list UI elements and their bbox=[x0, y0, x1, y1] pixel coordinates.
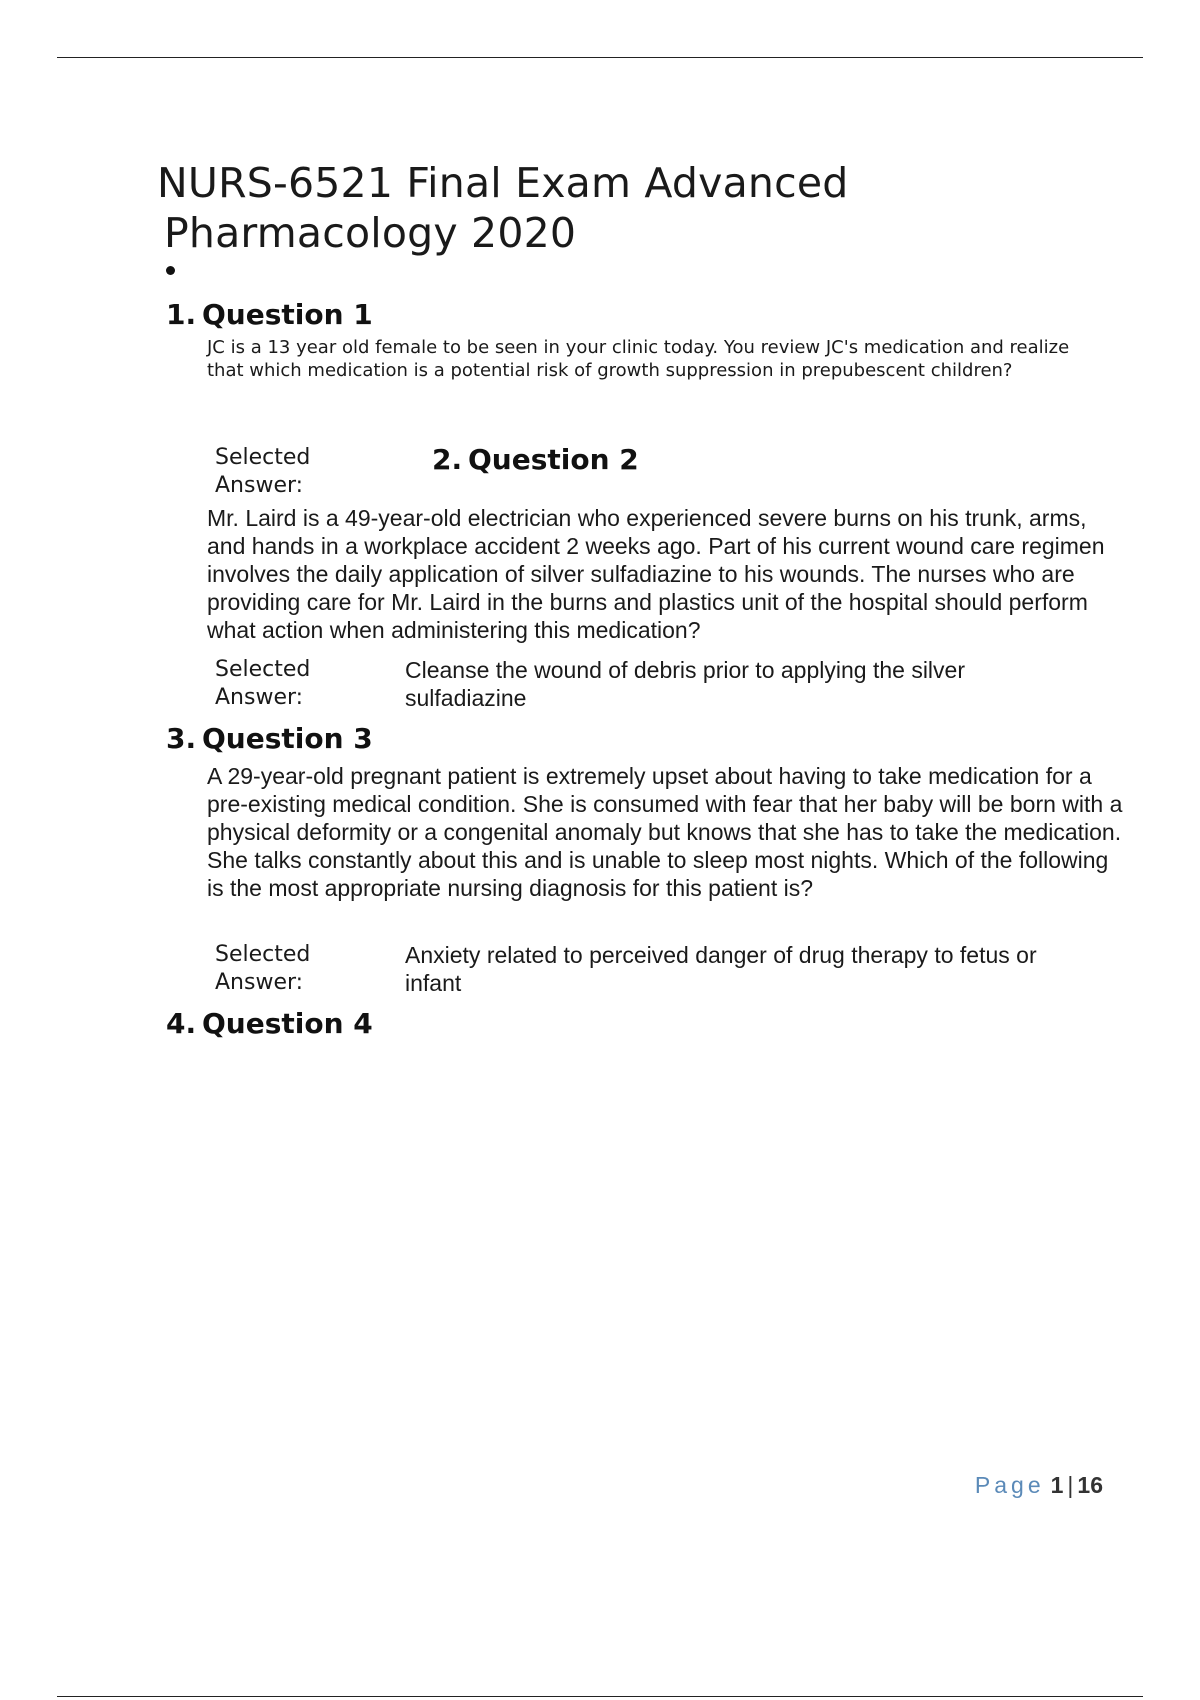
question-4-title: Question 4 bbox=[202, 1007, 373, 1040]
answer-word: Answer: bbox=[215, 685, 304, 710]
title-line-1: NURS-6521 Final Exam Advanced bbox=[157, 159, 849, 207]
total-page-count: 16 bbox=[1077, 1472, 1103, 1498]
question-2-number: 2. bbox=[432, 443, 463, 476]
question-3-selected-label bbox=[215, 941, 345, 997]
question-2-text: Mr. Laird is a 49-year-old electrician who experienced severe burns on his trunk, arms, and hands in a workplace accident 2 weeks ago. Part of his current wound care regimen involves the daily application of silver sulfadiazine to his wounds. The nurses who are providing care for Mr. Laird in the burns and plastics unit of the hospital should perform what action when administering this medication? bbox=[207, 505, 1105, 643]
top-rule bbox=[57, 57, 1143, 58]
question-4-heading bbox=[166, 1007, 373, 1041]
answer-word: Answer: bbox=[215, 970, 304, 995]
question-1-title: Question 1 bbox=[202, 298, 373, 331]
question-2-selected-label bbox=[215, 656, 345, 712]
question-2-selected-answer: Cleanse the wound of debris prior to applying the silver sulfadiazine bbox=[405, 657, 965, 711]
selected-word: Selected bbox=[215, 657, 311, 682]
question-4-number: 4. bbox=[166, 1007, 197, 1040]
selected-word: Selected bbox=[215, 942, 311, 967]
question-1-text: JC is a 13 year old female to be seen in your clinic today. You review JC's medication and realize that which medication is a potential risk of growth suppression in prepubescent children? bbox=[207, 337, 1070, 381]
question-3-title: Question 3 bbox=[202, 722, 373, 755]
question-1-heading bbox=[166, 298, 373, 332]
question-2-title: Question 2 bbox=[468, 443, 639, 476]
title-line-2: Pharmacology 2020 bbox=[164, 209, 577, 257]
selected-word: Selected bbox=[215, 445, 311, 470]
question-3-selected-answer: Anxiety related to perceived danger of drug therapy to fetus or infant bbox=[405, 942, 1037, 996]
question-1-number: 1. bbox=[166, 298, 197, 331]
page-word: Page bbox=[974, 1472, 1045, 1498]
bottom-rule bbox=[57, 1696, 1143, 1697]
page-separator: | bbox=[1067, 1472, 1074, 1498]
question-3-heading bbox=[166, 722, 373, 756]
question-2-heading bbox=[432, 443, 639, 477]
question-3-text: A 29-year-old pregnant patient is extremely upset about having to take medication for a pre-existing medical condition. She is consumed with fear that her baby will be born with a physical deformity or a congenital anomaly but knows that she has to take the medication. She talks constantly about this and is unable to sleep most nights. Which of the following is the most appropriate nursing diagnosis for this patient is? bbox=[207, 763, 1123, 901]
question-1-selected-label bbox=[215, 444, 345, 500]
bullet-dot bbox=[166, 266, 175, 275]
page-footer bbox=[975, 1470, 1103, 1500]
document-title bbox=[157, 158, 848, 258]
answer-word: Answer: bbox=[215, 473, 304, 498]
current-page-number: 1 bbox=[1050, 1472, 1064, 1498]
question-3-number: 3. bbox=[166, 722, 197, 755]
